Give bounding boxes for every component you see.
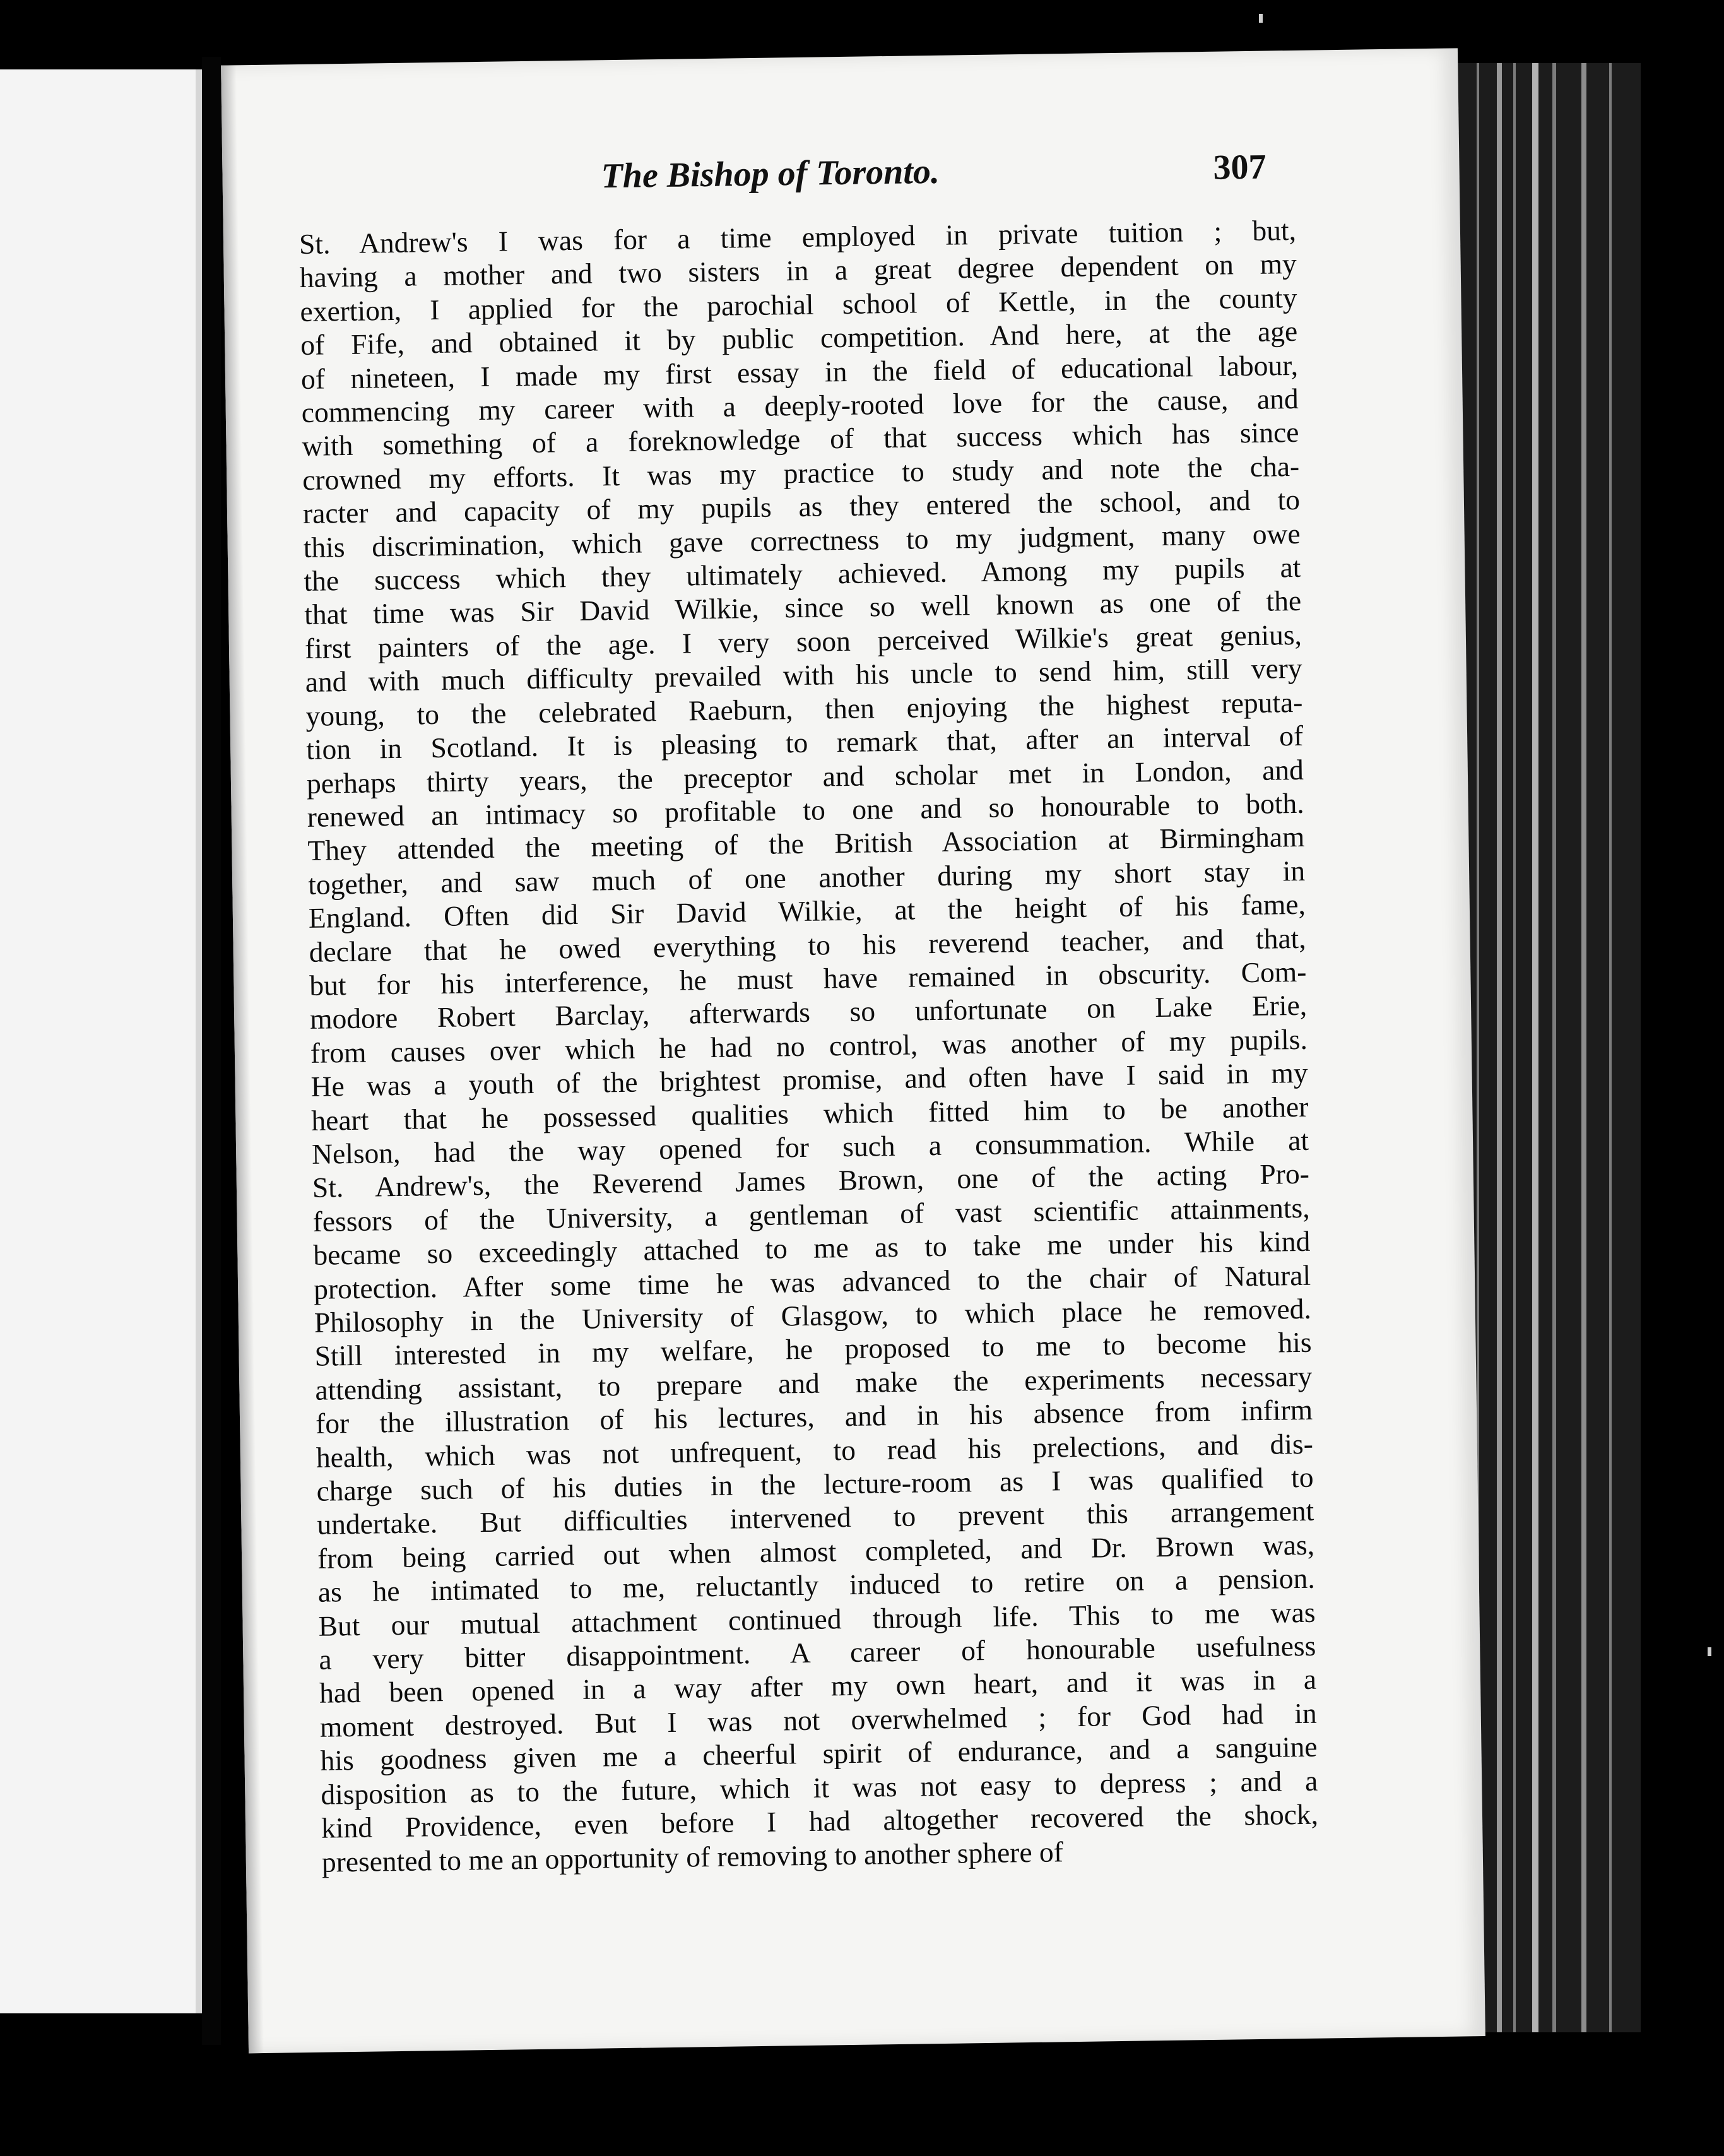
body-text	[299, 213, 1319, 1879]
text-line: for the illustration of his lectures, and in his absence from infirm	[315, 1393, 1313, 1440]
running-title: The Bishop of Toronto.	[601, 151, 940, 196]
binding-shadow	[221, 65, 264, 2053]
left-page-edge	[0, 69, 202, 2013]
text-line: Still interested in my welfare, he proposed to me to become his	[314, 1326, 1312, 1373]
text-line: of Fife, and obtained it by public competition. And here, at the age	[300, 315, 1298, 362]
text-line: exertion, I applied for the parochial school of Kettle, in the county	[300, 281, 1297, 328]
text-line: the success which they ultimately achieved. Among my pupils at	[304, 550, 1301, 597]
page-edge-band	[1609, 63, 1612, 2032]
page-edge-band	[1532, 63, 1538, 2032]
page-number: 307	[1213, 147, 1266, 187]
left-page-fore-edge	[196, 69, 202, 2013]
book-page	[221, 48, 1485, 2053]
text-line: that time was Sir David Wilkie, since so well known as one of the	[304, 584, 1302, 631]
running-head	[222, 144, 1460, 211]
text-line: England. Often did Sir David Wilkie, at the height of his fame,	[308, 887, 1306, 934]
text-line: St. Andrew's I was for a time employed in private tuition ; but,	[298, 213, 1297, 260]
page-edge-band	[1552, 63, 1556, 2032]
text-line: his goodness given me a cheerful spirit of endurance, and a sanguine	[320, 1730, 1318, 1777]
text-line: But our mutual attachment continued through life. This to me was	[318, 1596, 1316, 1642]
text-line: heart that he possessed qualities which fitted him to be another	[311, 1090, 1309, 1137]
text-line: attending assistant, to prepare and make the experiments necessary	[315, 1359, 1313, 1406]
text-line: Philosophy in the University of Glasgow, to which place he removed.	[314, 1292, 1312, 1339]
text-line: first painters of the age. I very soon perceived Wilkie's great genius,	[304, 618, 1302, 665]
text-line: protection. After some time he was advanced to the chair of Natural	[313, 1259, 1311, 1305]
text-line: moment destroyed. But I was not overwhelmed ; for God had in	[319, 1697, 1318, 1743]
text-line: crowned my efforts. It was my practice to study and note the cha-	[302, 449, 1300, 496]
text-line: having a mother and two sisters in a great degree dependent on my	[299, 247, 1297, 294]
text-line: of nineteen, I made my first essay in the field of educational labour,	[300, 348, 1299, 395]
text-line: Nelson, had the way opened for such a consummation. While at	[311, 1123, 1309, 1170]
scan-speck	[1259, 14, 1263, 23]
text-line: charge such of his duties in the lecture-room as I was qualified to	[316, 1460, 1314, 1507]
text-line: St. Andrew's, the Reverend James Brown, one of the acting Pro-	[312, 1158, 1310, 1204]
page-edge-band	[1581, 63, 1586, 2032]
text-line: perhaps thirty years, the preceptor and scholar met in London, and	[306, 753, 1304, 800]
text-line: health, which was not unfrequent, to read his prelections, and dis-	[316, 1427, 1314, 1474]
text-line: They attended the meeting of the British Association at Birmingham	[307, 820, 1305, 867]
text-line: disposition as to the future, which it was not easy to depress ; and a	[321, 1764, 1318, 1811]
page-block-edges	[1458, 63, 1641, 2032]
page-edge-band	[1497, 63, 1502, 2032]
text-line: from causes over which he had no control, was another of my pupils.	[310, 1022, 1308, 1069]
text-line: and with much difficulty prevailed with his uncle to send him, still very	[305, 652, 1302, 699]
text-line: He was a youth of the brightest promise, and often have I said in my	[310, 1056, 1308, 1103]
text-line: renewed an intimacy so profitable to one and so honourable to both.	[307, 786, 1304, 833]
text-line: kind Providence, even before I had altogether recovered the shock,	[321, 1798, 1319, 1844]
text-line: commencing my career with a deeply-rooted love for the cause, and	[301, 382, 1299, 429]
text-line: this discrimination, which gave correctness to my judgment, many owe	[303, 517, 1301, 564]
text-line: a very bitter disappointment. A career of honourable usefulness	[319, 1629, 1316, 1676]
text-line: young, to the celebrated Raeburn, then enjoying the highest reputa-	[305, 685, 1303, 732]
text-line: together, and saw much of one another during my short stay in	[307, 854, 1306, 901]
text-line: fessors of the University, a gentleman of vast scientific attainments,	[312, 1191, 1310, 1238]
text-line: undertake. But difficulties intervened to prevent this arrangement	[317, 1495, 1314, 1541]
text-line: racter and capacity of my pupils as they entered the school, and to	[302, 483, 1301, 530]
text-line: declare that he owed everything to his reverend teacher, and that,	[309, 921, 1306, 968]
text-line: presented to me an opportunity of removing to another sphere of	[321, 1835, 1064, 1878]
text-line: had been opened in a way after my own heart, and it was in a	[319, 1663, 1317, 1710]
text-line: became so exceedingly attached to me as to take me under his kind	[313, 1224, 1311, 1272]
scan-speck	[1708, 1647, 1711, 1656]
text-line: from being carried out when almost completed, and Dr. Brown was,	[317, 1528, 1315, 1575]
text-line: modore Robert Barclay, afterwards so unfortunate on Lake Erie,	[309, 989, 1308, 1036]
text-line: with something of a foreknowledge of that success which has since	[302, 416, 1299, 463]
page-edge-band	[1513, 63, 1516, 2032]
text-line: as he intimated to me, reluctantly induced to retire on a pension.	[317, 1561, 1316, 1609]
text-line: tion in Scotland. It is pleasing to remark that, after an interval of	[305, 719, 1304, 766]
book-gutter	[202, 57, 221, 2045]
text-line: but for his interference, he must have remained in obscurity. Com-	[309, 955, 1307, 1002]
